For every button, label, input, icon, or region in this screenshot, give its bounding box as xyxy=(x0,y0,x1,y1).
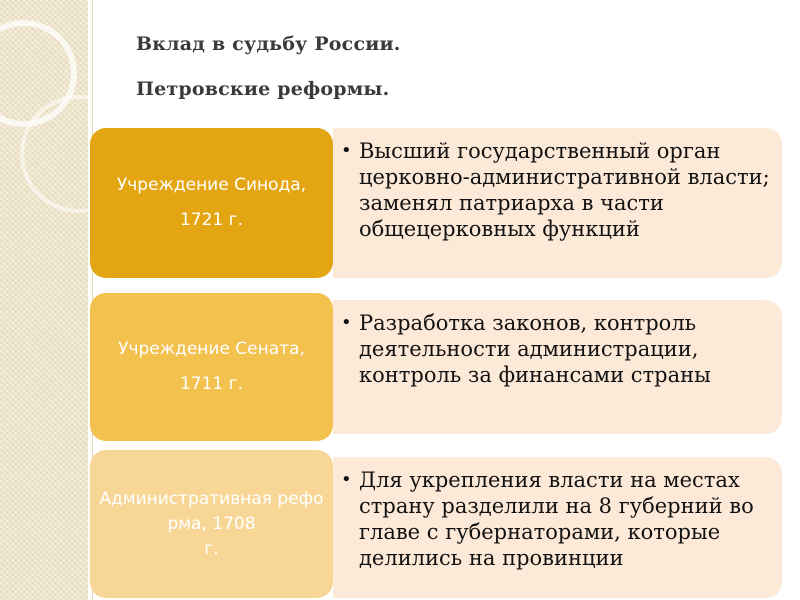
reform-description: Для укрепления власти на местах страну разделили на 8 губерний во главе с губернаторами, которые делились на провинции xyxy=(359,468,754,570)
reform-label: Учреждение Синода, xyxy=(116,175,307,195)
reform-year: 1721 г. xyxy=(179,210,243,230)
reform-label-box xyxy=(90,293,333,441)
bullet-icon: • xyxy=(341,312,352,333)
reform-description: Разработка законов, контроль деятельности администрации, контроль за финансами страны xyxy=(359,311,711,387)
bullet-icon: • xyxy=(341,140,352,161)
reform-year: 1711 г. xyxy=(179,374,243,394)
reform-label: Учреждение Сената, xyxy=(118,339,305,359)
reform-row-senate xyxy=(0,293,800,441)
reform-description-box xyxy=(333,457,782,598)
reform-row-administrative xyxy=(0,450,800,598)
slide-subtitle: Петровские реформы. xyxy=(136,78,390,100)
reform-description: Высший государственный орган церковно-административной власти; заменял патриарха в части общецерковных функций xyxy=(359,139,770,241)
reform-row-synod xyxy=(0,128,800,278)
reform-label: Административная реформа, 1708 xyxy=(99,488,324,534)
reform-label-box xyxy=(90,450,333,598)
reform-description-box xyxy=(333,300,782,434)
reform-label-box xyxy=(90,128,333,278)
slide-title: Вклад в судьбу России. xyxy=(136,33,401,55)
bullet-icon: • xyxy=(341,469,352,490)
reform-description-box xyxy=(333,128,782,278)
reform-year: г. xyxy=(204,538,219,559)
